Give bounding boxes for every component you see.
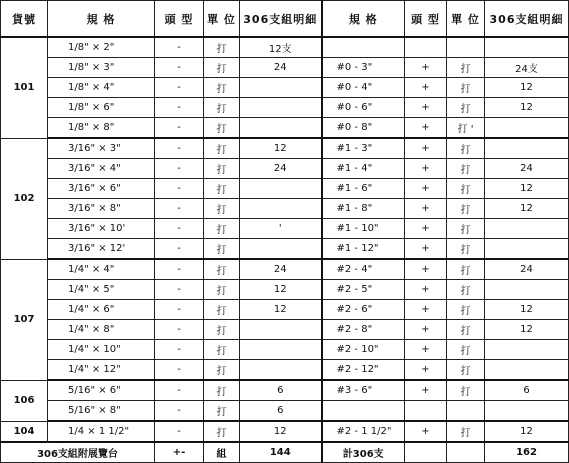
unit-right: 打	[447, 58, 485, 78]
head-type-left: -	[155, 58, 204, 78]
qty-left: 24	[240, 259, 322, 280]
spec-left: 1/8" × 4"	[48, 78, 155, 98]
product-code: 101	[1, 37, 48, 138]
qty-left	[240, 360, 322, 381]
spec-right: #1 - 12"	[322, 239, 405, 260]
spec-left: 1/8" × 2"	[48, 37, 155, 58]
spec-right: #1 - 6"	[322, 179, 405, 199]
header-spec-left: 規 格	[48, 1, 155, 38]
unit-right: 打	[447, 179, 485, 199]
qty-right: 24支	[485, 58, 569, 78]
qty-right: 24	[485, 259, 569, 280]
header-head-type-left: 頭 型	[155, 1, 204, 38]
spec-left: 1/8" × 3"	[48, 58, 155, 78]
qty-right	[485, 280, 569, 300]
head-type-left: -	[155, 118, 204, 139]
table-row	[1, 118, 569, 139]
spec-left: 1/4" × 12"	[48, 360, 155, 381]
head-type-right: +	[405, 159, 447, 179]
spec-left: 3/16" × 8"	[48, 199, 155, 219]
qty-left	[240, 239, 322, 260]
unit-right: 打	[447, 300, 485, 320]
footer-unit-right	[447, 442, 485, 463]
footer-total-label: 計306支	[322, 442, 405, 463]
product-code: 102	[1, 138, 48, 259]
unit-left: 打	[204, 421, 240, 442]
table-row	[1, 340, 569, 360]
head-type-left: -	[155, 340, 204, 360]
qty-right	[485, 239, 569, 260]
unit-right: 打	[447, 320, 485, 340]
unit-right: 打 '	[447, 118, 485, 139]
qty-left: 12	[240, 421, 322, 442]
unit-left: 打	[204, 401, 240, 422]
footer-label: 306支組附展覽台	[1, 442, 155, 463]
unit-right	[447, 401, 485, 422]
qty-right: 6	[485, 380, 569, 401]
qty-right	[485, 401, 569, 422]
qty-left: 24	[240, 58, 322, 78]
head-type-left: -	[155, 259, 204, 280]
table-row	[1, 259, 569, 280]
table-row	[1, 320, 569, 340]
header-spec-right: 規 格	[322, 1, 405, 38]
qty-left: '	[240, 219, 322, 239]
unit-left: 打	[204, 199, 240, 219]
table-row	[1, 360, 569, 381]
head-type-right: +	[405, 380, 447, 401]
footer-head-type-right	[405, 442, 447, 463]
header-unit-right: 單 位	[447, 1, 485, 38]
qty-right: 12	[485, 199, 569, 219]
unit-left: 打	[204, 380, 240, 401]
head-type-left: -	[155, 78, 204, 98]
spec-right: #2 - 5"	[322, 280, 405, 300]
unit-right: 打	[447, 340, 485, 360]
table-row	[1, 78, 569, 98]
qty-right	[485, 219, 569, 239]
head-type-right	[405, 401, 447, 422]
unit-left: 打	[204, 179, 240, 199]
qty-right: 12	[485, 300, 569, 320]
unit-left: 打	[204, 219, 240, 239]
spec-right	[322, 37, 405, 58]
spec-left: 1/8" × 6"	[48, 98, 155, 118]
unit-right: 打	[447, 239, 485, 260]
spec-right: #2 - 8"	[322, 320, 405, 340]
qty-right: 12	[485, 179, 569, 199]
unit-left: 打	[204, 118, 240, 139]
qty-left: 12	[240, 280, 322, 300]
table-row	[1, 421, 569, 442]
unit-left: 打	[204, 320, 240, 340]
unit-right: 打	[447, 280, 485, 300]
head-type-left: -	[155, 320, 204, 340]
spec-right: #2 - 12"	[322, 360, 405, 381]
spec-right: #0 - 3"	[322, 58, 405, 78]
header-qty-left: 306支組明細	[240, 1, 322, 38]
qty-left	[240, 179, 322, 199]
table-row	[1, 239, 569, 260]
spec-right: #2 - 10"	[322, 340, 405, 360]
head-type-right: +	[405, 118, 447, 139]
head-type-right: +	[405, 421, 447, 442]
head-type-left: -	[155, 179, 204, 199]
unit-right: 打	[447, 380, 485, 401]
footer-qty-left: 144	[240, 442, 322, 463]
unit-right: 打	[447, 199, 485, 219]
qty-left: 6	[240, 401, 322, 422]
head-type-right: +	[405, 78, 447, 98]
head-type-right	[405, 37, 447, 58]
table-row	[1, 401, 569, 422]
spec-right	[322, 401, 405, 422]
qty-right	[485, 118, 569, 139]
spec-left: 1/4" × 4"	[48, 259, 155, 280]
spec-left: 1/4" × 5"	[48, 280, 155, 300]
head-type-right: +	[405, 179, 447, 199]
qty-right	[485, 37, 569, 58]
unit-right: 打	[447, 360, 485, 381]
unit-right: 打	[447, 219, 485, 239]
unit-left: 打	[204, 78, 240, 98]
spec-left: 3/16" × 6"	[48, 179, 155, 199]
head-type-left: -	[155, 239, 204, 260]
head-type-right: +	[405, 300, 447, 320]
spec-right: #3 - 6"	[322, 380, 405, 401]
table-row	[1, 138, 569, 159]
head-type-left: -	[155, 98, 204, 118]
table-row	[1, 58, 569, 78]
spec-right: #2 - 4"	[322, 259, 405, 280]
unit-left: 打	[204, 259, 240, 280]
head-type-left: -	[155, 280, 204, 300]
table-row	[1, 98, 569, 118]
head-type-right: +	[405, 58, 447, 78]
product-code: 104	[1, 421, 48, 442]
table-row	[1, 300, 569, 320]
qty-right: 12	[485, 98, 569, 118]
table-row	[1, 380, 569, 401]
unit-right: 打	[447, 98, 485, 118]
unit-right: 打	[447, 421, 485, 442]
head-type-right: +	[405, 199, 447, 219]
qty-right	[485, 138, 569, 159]
footer-row	[1, 442, 569, 463]
spec-left: 5/16" × 6"	[48, 380, 155, 401]
head-type-left: -	[155, 401, 204, 422]
header-row	[1, 1, 569, 38]
unit-left: 打	[204, 360, 240, 381]
unit-left: 打	[204, 138, 240, 159]
table-row	[1, 159, 569, 179]
spec-right: #0 - 6"	[322, 98, 405, 118]
head-type-left: -	[155, 300, 204, 320]
qty-left: 12支	[240, 37, 322, 58]
unit-left: 打	[204, 280, 240, 300]
spec-right: #2 - 1 1/2"	[322, 421, 405, 442]
qty-right: 12	[485, 320, 569, 340]
head-type-left: -	[155, 37, 204, 58]
spec-right: #1 - 10"	[322, 219, 405, 239]
head-type-left: -	[155, 219, 204, 239]
table-row	[1, 280, 569, 300]
unit-left: 打	[204, 37, 240, 58]
unit-left: 打	[204, 58, 240, 78]
product-code: 106	[1, 380, 48, 421]
spec-left: 3/16" × 10'	[48, 219, 155, 239]
head-type-right: +	[405, 98, 447, 118]
table-row	[1, 37, 569, 58]
qty-left: 24	[240, 159, 322, 179]
unit-right: 打	[447, 78, 485, 98]
qty-left	[240, 118, 322, 139]
spec-right: #0 - 4"	[322, 78, 405, 98]
qty-right: 12	[485, 421, 569, 442]
header-code: 貨號	[1, 1, 48, 38]
spec-left: 3/16" × 12'	[48, 239, 155, 260]
spec-right: #1 - 4"	[322, 159, 405, 179]
qty-left	[240, 340, 322, 360]
product-code: 107	[1, 259, 48, 380]
footer-head-type: +-	[155, 442, 204, 463]
table-row	[1, 199, 569, 219]
spec-left: 1/4" × 10"	[48, 340, 155, 360]
spec-left: 1/4 × 1 1/2"	[48, 421, 155, 442]
unit-left: 打	[204, 340, 240, 360]
qty-left: 12	[240, 300, 322, 320]
spec-left: 3/16" × 3"	[48, 138, 155, 159]
unit-right: 打	[447, 159, 485, 179]
spec-right: #1 - 8"	[322, 199, 405, 219]
head-type-right: +	[405, 360, 447, 381]
unit-right	[447, 37, 485, 58]
spec-right: #1 - 3"	[322, 138, 405, 159]
spec-right: #2 - 6"	[322, 300, 405, 320]
head-type-left: -	[155, 360, 204, 381]
spec-left: 1/4" × 6"	[48, 300, 155, 320]
qty-left	[240, 98, 322, 118]
head-type-left: -	[155, 159, 204, 179]
qty-right	[485, 340, 569, 360]
unit-right: 打	[447, 138, 485, 159]
head-type-left: -	[155, 421, 204, 442]
qty-left	[240, 320, 322, 340]
unit-left: 打	[204, 159, 240, 179]
head-type-left: -	[155, 199, 204, 219]
footer-qty-right: 162	[485, 442, 569, 463]
spec-left: 1/4" × 8"	[48, 320, 155, 340]
head-type-right: +	[405, 280, 447, 300]
qty-left: 6	[240, 380, 322, 401]
spec-left: 3/16" × 4"	[48, 159, 155, 179]
header-qty-right: 306支組明細	[485, 1, 569, 38]
unit-left: 打	[204, 239, 240, 260]
unit-left: 打	[204, 98, 240, 118]
head-type-left: -	[155, 380, 204, 401]
head-type-right: +	[405, 320, 447, 340]
unit-left: 打	[204, 300, 240, 320]
spec-left: 5/16" × 8"	[48, 401, 155, 422]
table-row	[1, 179, 569, 199]
spec-right: #0 - 8"	[322, 118, 405, 139]
head-type-right: +	[405, 340, 447, 360]
qty-right	[485, 360, 569, 381]
head-type-right: +	[405, 219, 447, 239]
qty-right: 24	[485, 159, 569, 179]
spec-left: 1/8" × 8"	[48, 118, 155, 139]
table-row	[1, 219, 569, 239]
qty-left: 12	[240, 138, 322, 159]
unit-right: 打	[447, 259, 485, 280]
qty-left	[240, 199, 322, 219]
qty-right: 12	[485, 78, 569, 98]
header-unit-left: 單 位	[204, 1, 240, 38]
qty-left	[240, 78, 322, 98]
head-type-right: +	[405, 259, 447, 280]
head-type-left: -	[155, 138, 204, 159]
header-head-type-right: 頭 型	[405, 1, 447, 38]
head-type-right: +	[405, 138, 447, 159]
footer-unit: 組	[204, 442, 240, 463]
head-type-right: +	[405, 239, 447, 260]
